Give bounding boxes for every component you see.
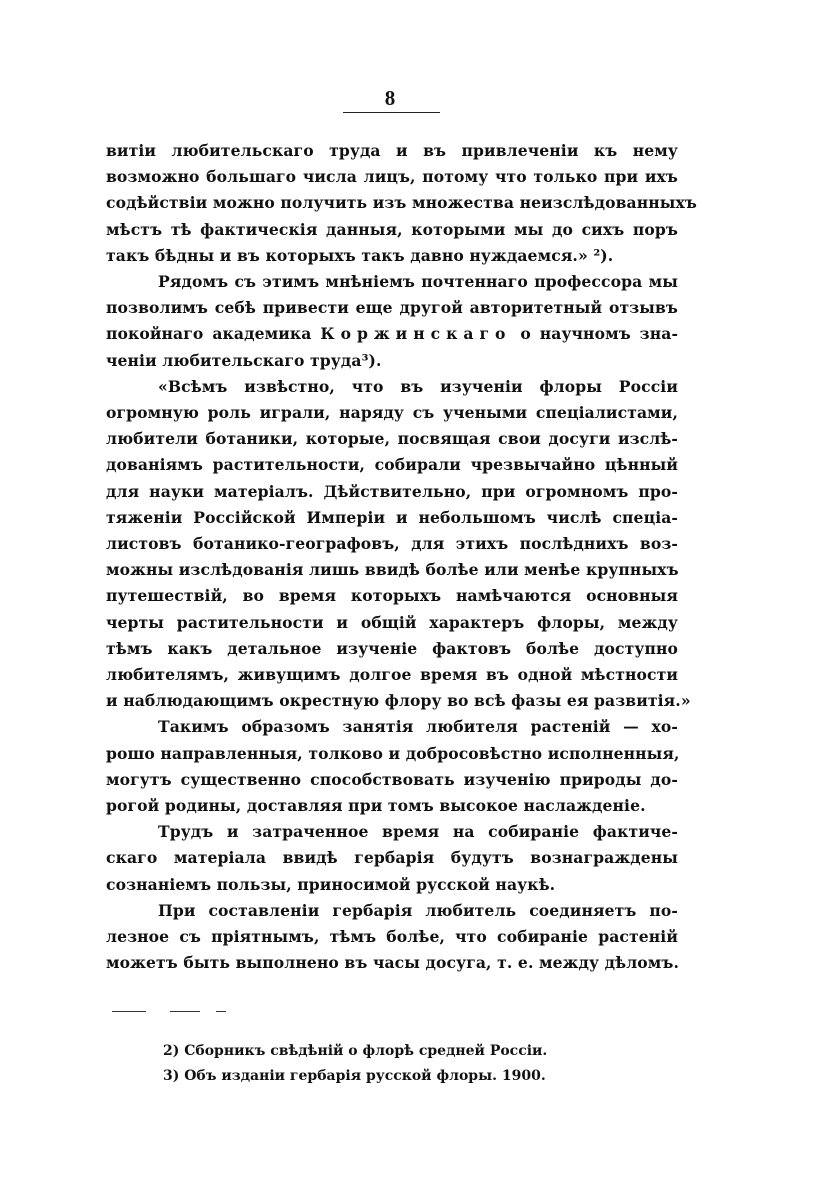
- text-line: путешествій, во время которыхъ намѣчаются основныя: [106, 586, 678, 606]
- text-line: любителямъ, живущимъ долгое время въ одной мѣстности: [106, 665, 678, 685]
- text-line: рогой родины, доставляя при томъ высокое наслажденіе.: [106, 796, 646, 816]
- text-fragment: о научномъ зна-: [520, 324, 679, 344]
- footnote-rule-segment: [112, 1011, 146, 1012]
- text-line: При составленіи гербарія любитель соединяетъ по-: [158, 900, 678, 920]
- text-line: «Всѣмъ извѣстно, что въ изученіи флоры Россіи: [158, 376, 678, 396]
- footnote: 2) Сборникъ свѣдѣній о флорѣ средней Россіи.: [163, 1043, 548, 1059]
- text-line: позволимъ себѣ привести еще другой авторитетный отзывъ: [106, 298, 678, 318]
- text-line: скаго матеріала ввидѣ гербарія будутъ вознаграждены: [106, 848, 678, 868]
- footnotes: [163, 1039, 623, 1089]
- footnote-rule-segment: [216, 1011, 226, 1012]
- spaced-name: Коржинскаго: [320, 324, 512, 344]
- footnote-rule-segment: [170, 1011, 200, 1012]
- text-line: могутъ существенно способствовать изученію природы до-: [106, 769, 678, 789]
- text-line: [106, 321, 678, 347]
- text-line: мѣстъ тѣ фактическія данныя, которыми мы до сихъ поръ: [106, 219, 678, 239]
- footnote: 3) Объ изданіи гербарія русской флоры. 1900.: [163, 1068, 546, 1084]
- text-line: ченіи любительскаго труда³).: [106, 350, 382, 370]
- text-line: и наблюдающимъ окрестную флору во всѣ фазы ея развитія.»: [106, 691, 691, 711]
- text-line: рошо направленныя, толково и добросовѣстно исполненныя,: [106, 743, 680, 763]
- text-line: можны изслѣдованія лишь ввидѣ болѣе или менѣе крупныхъ: [106, 560, 679, 580]
- text-line: черты растительности и общій характеръ флоры, между: [106, 612, 678, 632]
- text-line: возможно большаго числа лицъ, потому что только при ихъ: [106, 167, 678, 187]
- text-fragment: покойнаго академика: [106, 324, 312, 344]
- text-line: можетъ быть выполнено въ часы досуга, т. е. между дѣломъ.: [106, 953, 680, 973]
- footnote-separator: [112, 1011, 232, 1015]
- header-rule: [343, 112, 440, 113]
- text-line: сознаніемъ пользы, приносимой русской наукѣ.: [106, 874, 556, 894]
- text-line: такъ бѣдны и въ которыхъ такъ давно нуждаемся.» ²).: [106, 245, 614, 265]
- text-line: витіи любительскаго труда и въ привлеченіи къ нему: [106, 141, 678, 160]
- text-line: Рядомъ съ этимъ мнѣніемъ почтеннаго профессора мы: [158, 272, 678, 292]
- text-line: тѣмъ какъ детальное изученіе фактовъ болѣе доступно: [106, 638, 678, 658]
- text-line: любители ботаники, которые, посвящая свои досуги изслѣ-: [106, 429, 678, 449]
- text-line: лезное съ пріятнымъ, тѣмъ болѣе, что собираніе растеній: [106, 927, 678, 947]
- text-line: для науки матеріалъ. Дѣйствительно, при огромномъ про-: [106, 481, 678, 501]
- text-line: Такимъ образомъ занятія любителя растеній — хо-: [158, 717, 678, 737]
- text-line: Трудъ и затраченное время на собираніе фактиче-: [158, 822, 678, 842]
- body-text: [106, 138, 697, 977]
- text-line: листовъ ботанико-географовъ, для этихъ послѣднихъ воз-: [106, 534, 678, 554]
- page-number: 8: [384, 86, 396, 110]
- text-line: огромную роль играли, наряду съ учеными спеціалистами,: [106, 403, 678, 423]
- text-line: содѣйствіи можно получить изъ множества неизслѣдованныхъ: [106, 193, 697, 213]
- text-line: тяженіи Россійской Имперіи и небольшомъ числѣ спеціа-: [106, 507, 678, 527]
- text-line: дованіямъ растительности, собирали чрезвычайно цѣнный: [106, 455, 678, 475]
